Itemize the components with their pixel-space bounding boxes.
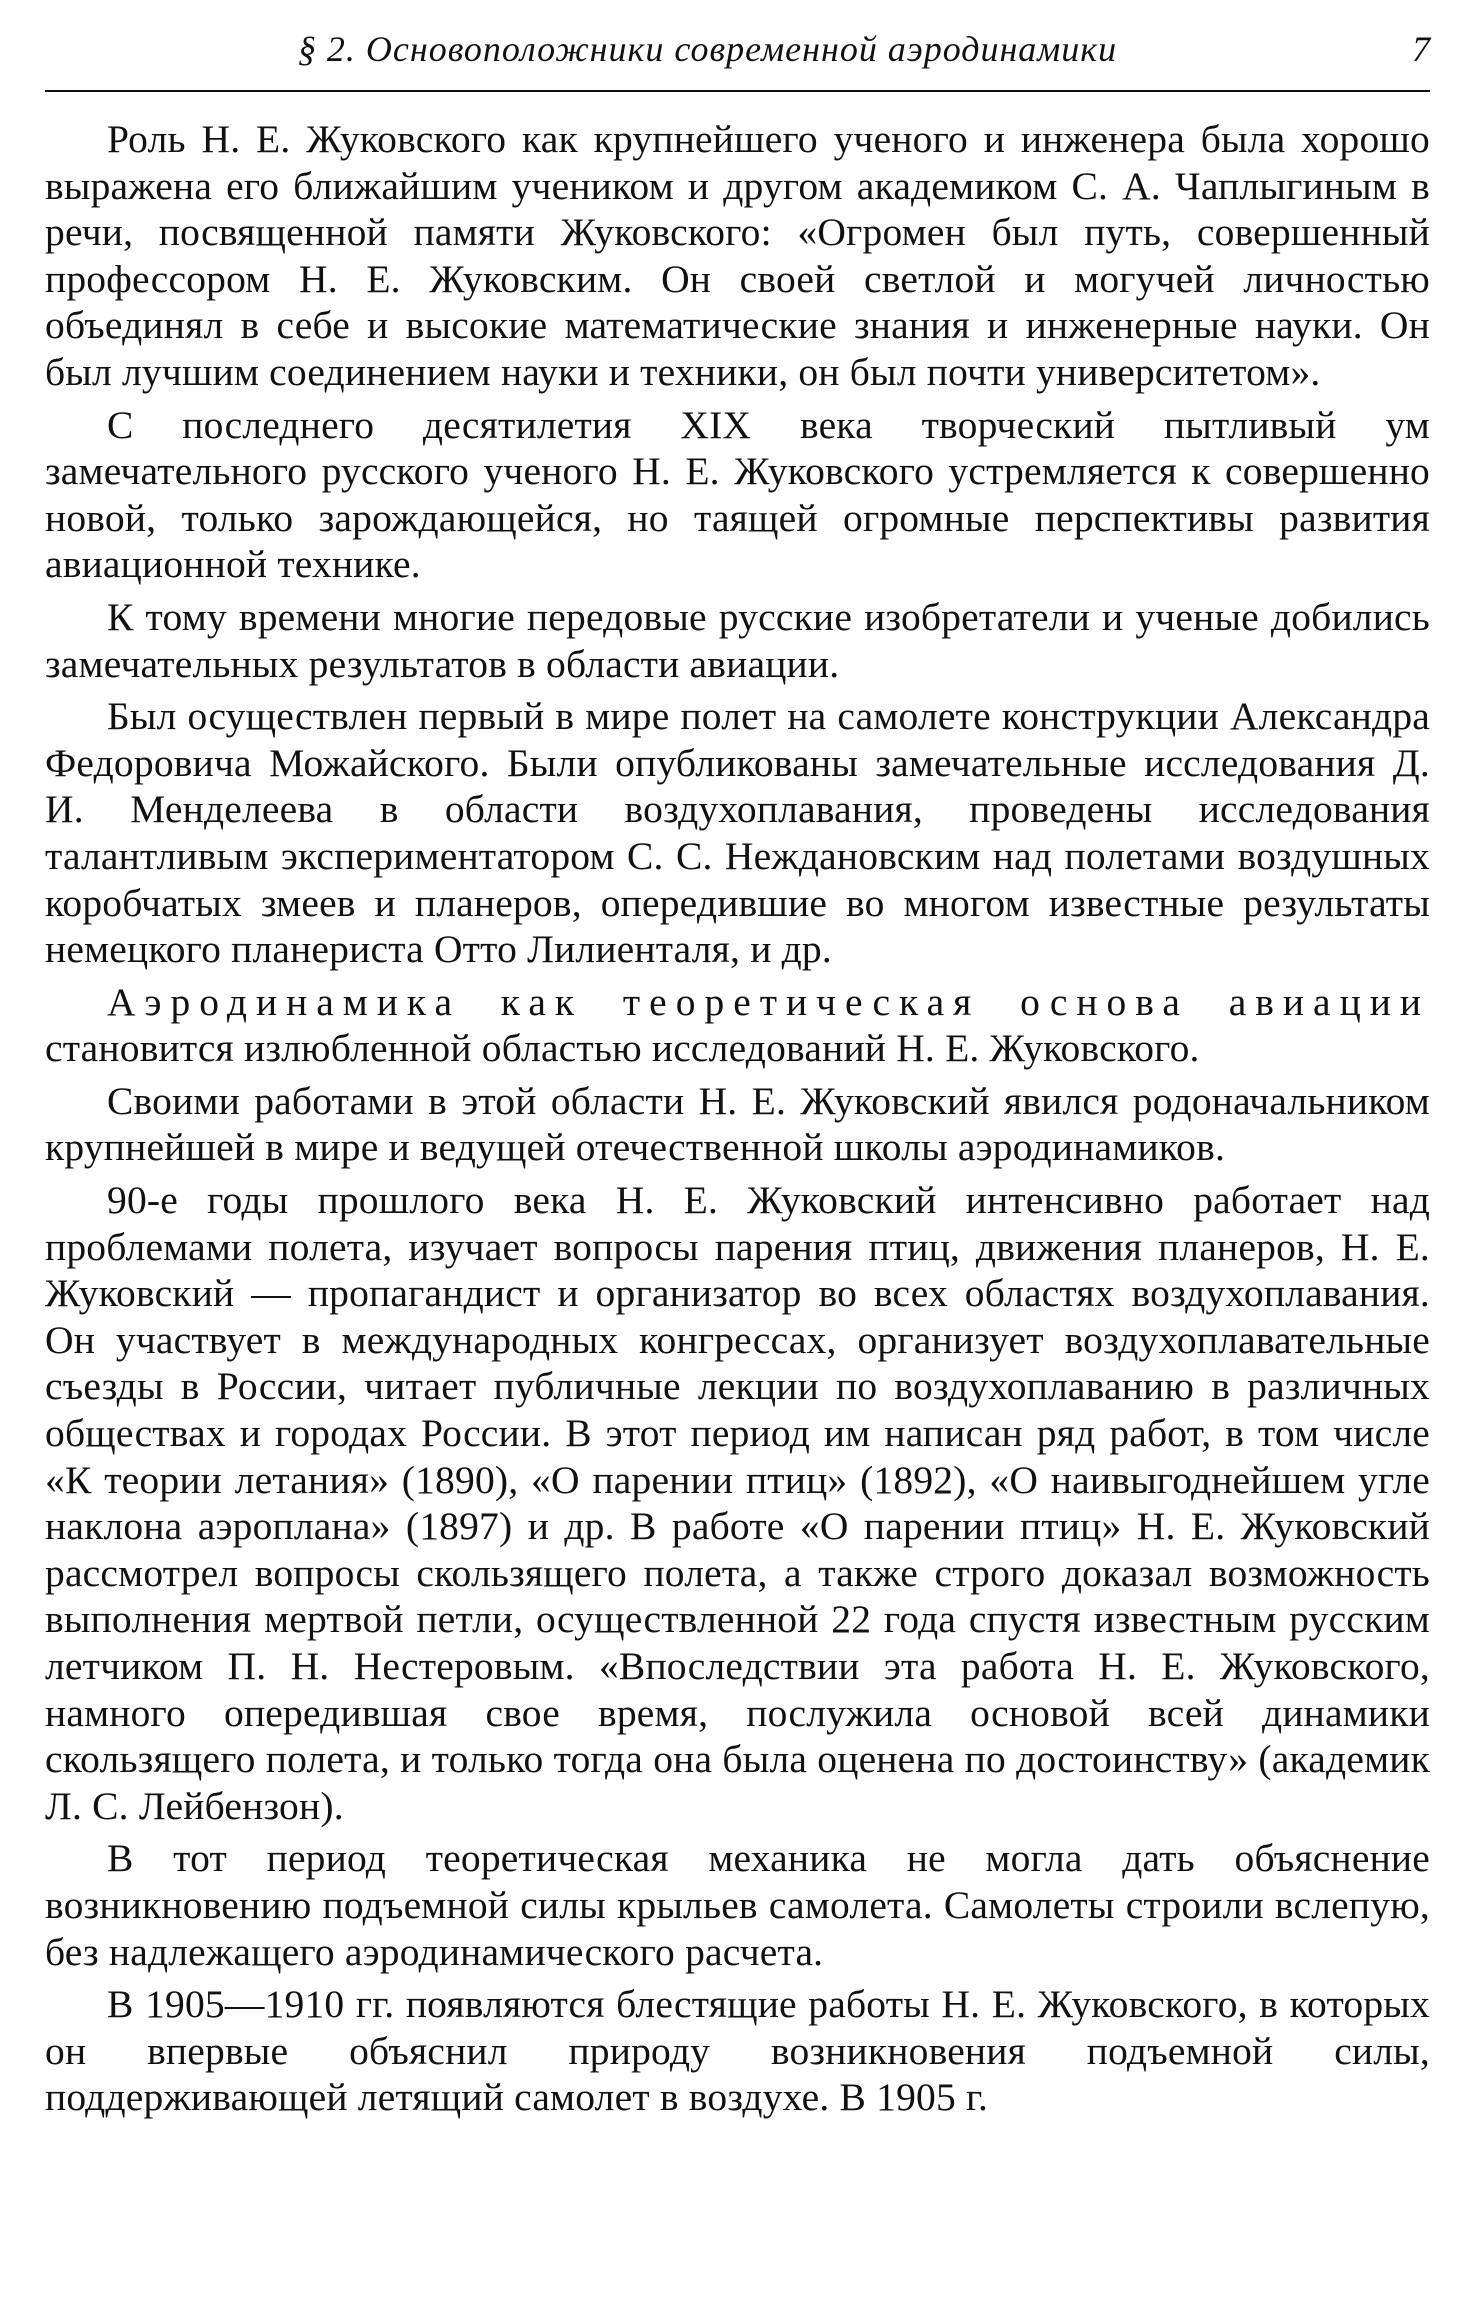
paragraph: В тот период теоретическая механика не могла дать объяснение возникновению подъемной силы крыльев самолета. Самолеты строили вслепую, без надлежащего аэродинамического расчета. bbox=[45, 1836, 1430, 1974]
spaced-emphasis: Аэродинамика как теоретическая основа авиации bbox=[107, 979, 1430, 1024]
paragraph: Роль Н. Е. Жуковского как крупнейшего ученого и инженера была хорошо выражена его ближайшим учеником и другом академиком С. А. Чаплыгиным в речи, посвященной памяти Жуковского: «Огромен был путь, совершенный профессором Н. Е. Жуковским. Он своей светлой и могучей личностью объединял в себе и высокие математические знания и инженерные науки. Он был лучшим соединением науки и техники, он был почти университетом». bbox=[45, 117, 1430, 394]
body-text bbox=[45, 116, 1430, 2127]
header-rule bbox=[45, 90, 1430, 92]
paragraph: С последнего десятилетия XIX века творческий пытливый ум замечательного русского ученого Н. Е. Жуковского устремляется к совершенно новой, только зарождающейся, но таящей огромные перспективы развития авиационной технике. bbox=[45, 402, 1430, 587]
paragraph: Своими работами в этой области Н. Е. Жуковский явился родоначальником крупнейшей в мире и ведущей отечественной школы аэродинамиков. bbox=[45, 1078, 1430, 1170]
paragraph: Был осуществлен первый в мире полет на самолете конструкции Александра Федоровича Можайского. Были опубликованы замечательные исследования Д. И. Менделеева в области воздухоплавания, проведены исследования талантливым экспериментатором С. С. Неждановским над полетами воздушных коробчатых змеев и планеров, опередившие во многом известные результаты немецкого планериста Отто Лилиенталя, и др. bbox=[45, 694, 1430, 972]
paragraph: К тому времени многие передовые русские изобретатели и ученые добились замечательных результатов в области авиации. bbox=[45, 594, 1430, 686]
paragraph-rest: становится излюбленной областью исследований Н. Е. Жуковского. bbox=[45, 1026, 1200, 1071]
running-header bbox=[45, 22, 1430, 74]
page-number: 7 bbox=[1412, 29, 1430, 69]
paragraph: В 1905—1910 гг. появляются блестящие работы Н. Е. Жуковского, в которых он впервые объяснил природу возникновения подъемной силы, поддерживающей летящий самолет в воздухе. В 1905 г. bbox=[45, 1982, 1430, 2120]
book-page bbox=[45, 0, 1430, 2306]
running-title: § 2. Основоположники современной аэродинамики bbox=[297, 29, 1118, 69]
paragraph-with-emphasis bbox=[45, 979, 1430, 1072]
paragraph: 90-е годы прошлого века Н. Е. Жуковский интенсивно работает над проблемами полета, изучает вопросы парения птиц, движения планеров, Н. Е. Жуковский — пропагандист и организатор во всех областях воздухоплавания. Он участвует в международных конгрессах, организует воздухоплавательные съезды в России, читает публичные лекции по воздухоплаванию в различных обществах и городах России. В этот период им написан ряд работ, в том числе «К теории летания» (1890), «О парении птиц» (1892), «О наивыгоднейшем угле наклона аэроплана» (1897) и др. В работе «О парении птиц» Н. Е. Жуковский рассмотрел вопросы скользящего полета, а также строго доказал возможность выполнения мертвой петли, осуществленной 22 года спустя известным русским летчиком П. Н. Нестеровым. «Впоследствии эта работа Н. Е. Жуковского, намного опередившая свое время, послужила основой всей динамики скользящего полета, и только тогда она была оценена по достоинству» (академик Л. С. Лейбензон). bbox=[45, 1178, 1430, 1828]
